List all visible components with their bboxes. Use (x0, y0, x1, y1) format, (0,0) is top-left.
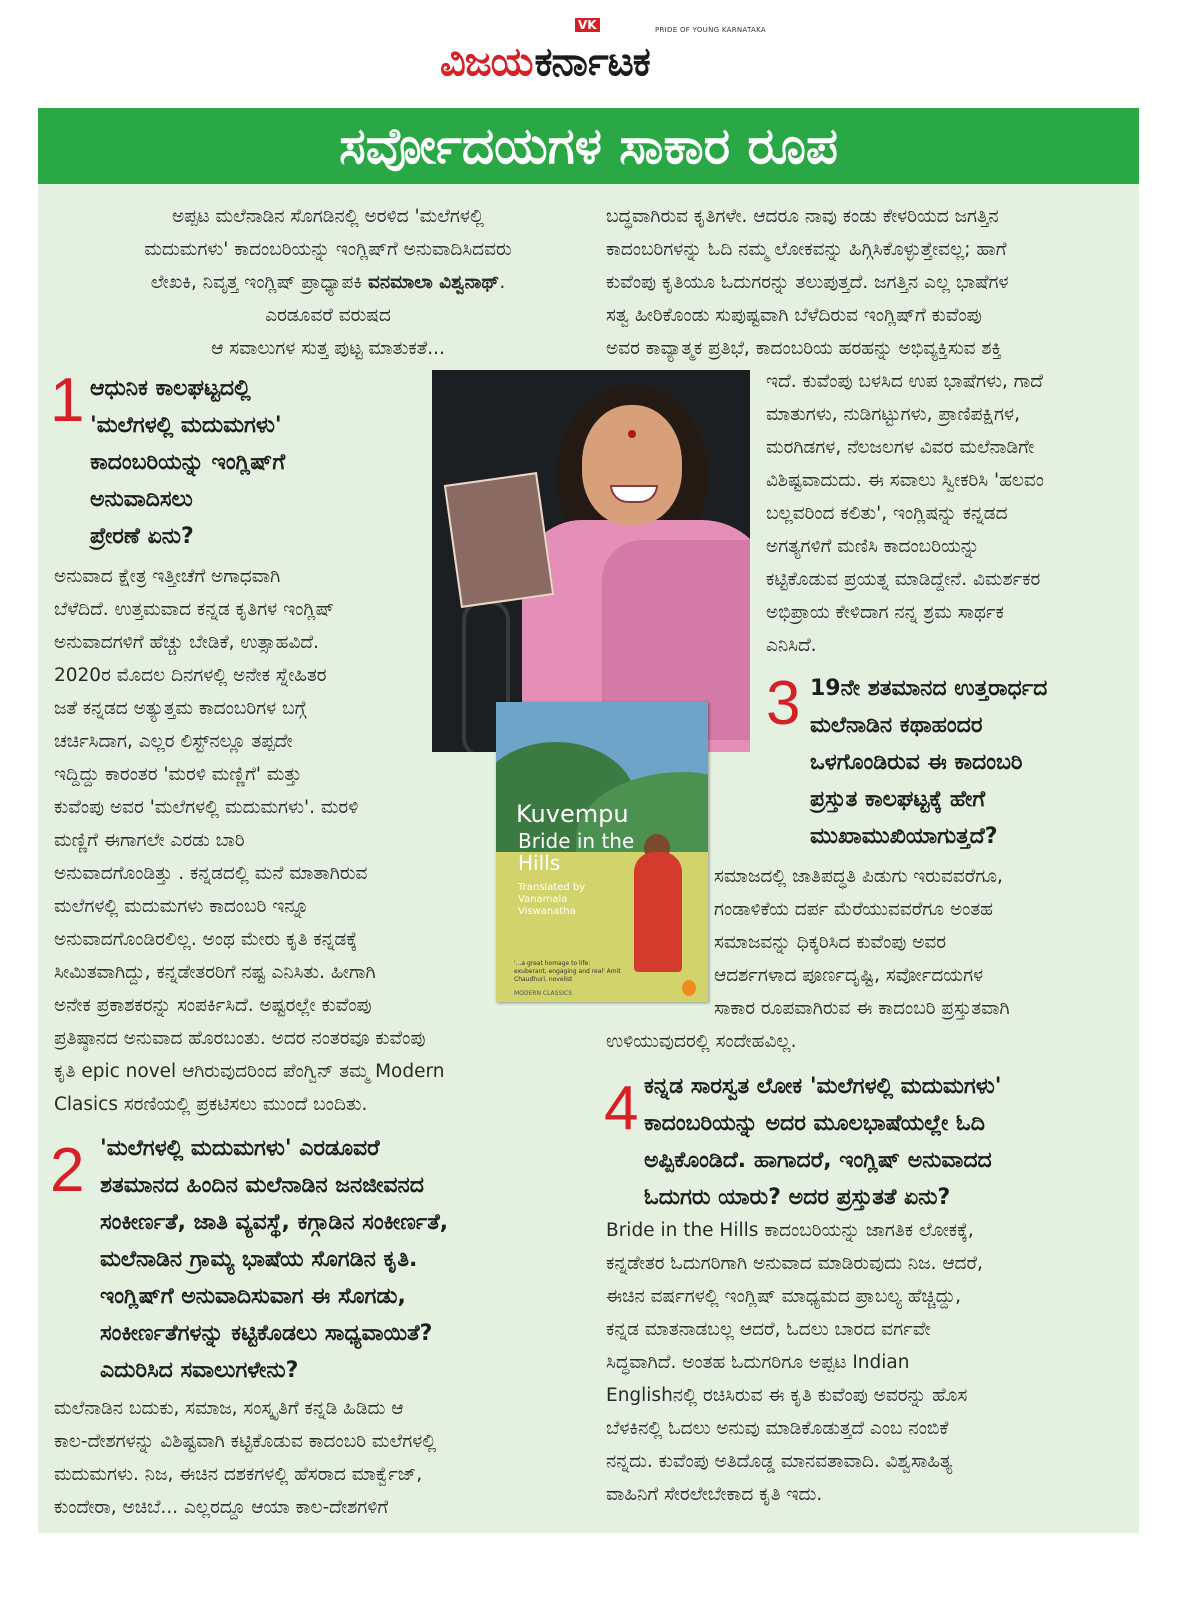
answer-line: ಸಮಾಜವನ್ನು ಧಿಕ್ಕರಿಸಿದ ಕುವೆಂಪು ಅವರ (714, 932, 947, 953)
answer-line: Bride in the Hills ಕಾದಂಬರಿಯನ್ನು ಜಾಗತಿಕ ಲೋಕಕ್ಕೆ, (606, 1220, 974, 1241)
question-line: ಕನ್ನಡ ಸಾರಸ್ವತ ಲೋಕ 'ಮಲೆಗಳಲ್ಲಿ ಮದುಮಗಳು' (644, 1074, 1002, 1099)
question-line: 'ಮಲೆಗಳಲ್ಲಿ ಮದುಮಗಳು' ಎರಡೂವರೆ (100, 1136, 380, 1161)
answer-line: ಮರಗಿಡಗಳ, ನೆಲಜಲಗಳ ವಿವರ ಮಲೆನಾಡಿಗೇ (766, 437, 1035, 458)
answer-line: ಕಾದಂಬರಿಗಳನ್ನು ಓದಿ ನಮ್ಮ ಲೋಕವನ್ನು ಹಿಗ್ಗಿಸಿಕೊಳ್ಳುತ್ತೇವಲ್ಲ; ಹಾಗೆ (606, 239, 1007, 260)
question-line: ಇಂಗ್ಲಿಷ್‌ಗೆ ಅನುವಾದಿಸುವಾಗ ಈ ಸೊಗಡು, (100, 1284, 406, 1309)
intro-text: ಲೇಖಕಿ, ನಿವೃತ್ತ ಇಂಗ್ಲಿಷ್ ಪ್ರಾಧ್ಯಾಪಕಿ (150, 272, 368, 293)
answer-line: ಕುಂದೇರಾ, ಅಚಿಬೆ... ಎಲ್ಲರದ್ದೂ ಆಯಾ ಕಾಲ-ದೇಶಗಳಿಗೆ (54, 1497, 389, 1518)
answer-line: 2020ರ ಮೊದಲ ದಿನಗಳಲ್ಲಿ ಅನೇಕ ಸ್ನೇಹಿತರ (54, 665, 327, 686)
answer-line: ನನ್ನದು. ಕುವೆಂಪು ಅತಿದೊಡ್ಡ ಮಾನವತಾವಾದಿ. ವಿಶ್ವಸಾಹಿತ್ಯ (606, 1451, 953, 1472)
answer-line: ಸತ್ವ ಹೀರಿಕೊಂಡು ಸುಪುಷ್ಟವಾಗಿ ಬೆಳೆದಿರುವ ಇಂಗ್ಲಿಷ್‌ಗೆ ಕುವೆಂಪು (606, 305, 982, 326)
answer-line: ಮಲೆನಾಡಿನ ಬದುಕು, ಸಮಾಜ, ಸಂಸ್ಕೃತಿಗೆ ಕನ್ನಡಿ ಹಿಡಿದು ಆ (54, 1398, 404, 1419)
question-line: 19ನೇ ಶತಮಾನದ ಉತ್ತರಾರ್ಧದ (810, 676, 1048, 701)
intro-line: ಅಪ್ಪಟ ಮಲೆನಾಡಿನ ಸೊಗಡಿನಲ್ಲಿ ಅರಳಿದ 'ಮಲೆಗಳಲ್ಲಿ (172, 206, 484, 227)
intro-text: . (499, 272, 506, 293)
question-line: ಪ್ರೇರಣೆ ಏನು? (90, 524, 194, 549)
cover-blurb: '...a great homage to life: exuberant, engaging and real' Amit Chaudhuri, novelist (514, 960, 621, 983)
masthead (0, 10, 1201, 85)
answer-line: ಬೆಳೆದಿದೆ. ಉತ್ತಮವಾದ ಕನ್ನಡ ಕೃತಿಗಳ ಇಂಗ್ಲಿಷ್ (54, 599, 335, 620)
intro-line (58, 266, 598, 299)
question-line: ಪ್ರಸ್ತುತ ಕಾಲಘಟ್ಟಕ್ಕೆ ಹೇಗೆ (810, 787, 986, 812)
cover-translator: Translated by Vanamala Viswanatha (518, 882, 586, 917)
vk-badge: VK (575, 18, 600, 32)
answer-line: ಕಾಲ-ದೇಶಗಳನ್ನು ವಿಶಿಷ್ಟವಾಗಿ ಕಟ್ಟಿಕೊಡುವ ಕಾದಂಬರಿ ಮಲೆಗಳಲ್ಲಿ (54, 1431, 437, 1452)
logo-word-vijaya: ವಿಜಯ (440, 39, 533, 85)
answer-line: ಅಗತ್ಯಗಳಿಗೆ ಮಣಿಸಿ ಕಾದಂಬರಿಯನ್ನು (766, 536, 980, 557)
answer-line: ಪ್ರತಿಷ್ಠಾನದ ಅನುವಾದ ಹೊರಬಂತು. ಅದರ ನಂತರವೂ ಕುವೆಂಪು (54, 1028, 426, 1049)
question-line: ಕಾದಂಬರಿಯನ್ನು ಇಂಗ್ಲಿಷ್‌ಗೆ (90, 450, 286, 475)
answer-line: ಎನಿಸಿದೆ. (766, 635, 817, 656)
answer-line: ಜತೆ ಕನ್ನಡದ ಅತ್ಯುತ್ತಮ ಕಾದಂಬರಿಗಳ ಬಗ್ಗೆ (54, 698, 307, 719)
answer-line: ಮಣ್ಣಿಗೆ ಈಗಾಗಲೇ ಎರಡು ಬಾರಿ (54, 830, 245, 851)
answer-line: ಅವರ ಕಾವ್ಯಾತ್ಮಕ ಪ್ರತಿಭೆ, ಕಾದಂಬರಿಯ ಹರಹನ್ನು ಅಭಿವ್ಯಕ್ತಿಸುವ ಶಕ್ತಿ (606, 338, 1002, 359)
answer-line: ಕೃತಿ epic novel ಆಗಿರುವುದರಿಂದ ಪೆಂಗ್ವಿನ್ ತಮ್ಮ Modern (54, 1061, 445, 1082)
answer-line: Englishನಲ್ಲಿ ರಚಿಸಿರುವ ಈ ಕೃತಿ ಕುವೆಂಪು ಅವರನ್ನು ಹೊಸ (606, 1385, 968, 1406)
answer-line: ಆದರ್ಶಗಳಾದ ಪೂರ್ಣದೃಷ್ಟಿ, ಸರ್ವೋದಯಗಳ (714, 965, 984, 986)
answer-line: ಚರ್ಚಿಸಿದಾಗ, ಎಲ್ಲರ ಲಿಸ್ಟ್‌ನಲ್ಲೂ ತಪ್ಪದೇ (54, 731, 293, 752)
cover-title: Bride in the Hills (518, 829, 635, 875)
question-line: ಮಲೆನಾಡಿನ ಕಥಾಹಂದರ (810, 713, 983, 738)
answer-line: ಸಿದ್ಧವಾಗಿದೆ. ಅಂತಹ ಓದುಗರಿಗೂ ಅಪ್ಪಟ Indian (606, 1352, 910, 1373)
author-name: ವನಮಾಲಾ ವಿಶ್ವನಾಥ್ (367, 272, 500, 293)
answer-line: ಗಂಡಾಳಿಕೆಯ ದರ್ಪ ಮೆರೆಯುವವರೆಗೂ ಅಂತಹ (714, 899, 993, 920)
answer-line: ಈಚಿನ ವರ್ಷಗಳಲ್ಲಿ ಇಂಗ್ಲಿಷ್ ಮಾಧ್ಯಮದ ಪ್ರಾಬಲ್ಯ ಹೆಚ್ಚಿದ್ದು, (606, 1286, 962, 1307)
intro-line: ಆ ಸವಾಲುಗಳ ಸುತ್ತ ಪುಟ್ಟ ಮಾತುಕತೆ... (211, 338, 445, 359)
question-line: 'ಮಲೆಗಳಲ್ಲಿ ಮದುಮಗಳು' (90, 413, 282, 438)
photo-face (582, 405, 682, 525)
penguin-logo-icon (682, 980, 696, 996)
question-2 (100, 1130, 600, 1389)
logo-word-karnataka: ಕರ್ನಾಟಕ (534, 39, 650, 85)
article-headline: ಸರ್ವೋದಯಗಳ ಸಾಕಾರ ರೂಪ (339, 117, 838, 175)
intro-block (58, 200, 598, 365)
answer-line: ಉಳಿಯುವುದರಲ್ಲಿ ಸಂದೇಹವಿಲ್ಲ. (606, 1031, 797, 1052)
question-line: ಅನುವಾದಿಸಲು (90, 487, 193, 512)
answer-line: ಇದೆ. ಕುವೆಂಪು ಬಳಸಿದ ಉಪ ಭಾಷೆಗಳು, ಗಾದೆ (766, 371, 1043, 392)
question-number-3: 3 (766, 669, 801, 738)
photo-book (444, 472, 554, 608)
answer-line: ವಾಹಿನಿಗೆ ಸೇರಲೇಬೇಕಾದ ಕೃತಿ ಇದು. (606, 1484, 823, 1505)
question-number-2: 2 (50, 1136, 85, 1205)
answer-2-side (766, 365, 1126, 662)
answer-line: ಬಲ್ಲವರಿಂದ ಕಲಿತು', ಇಂಗ್ಲಿಷನ್ನು ಕನ್ನಡದ (766, 503, 1008, 524)
answer-line: ಬೆಳಕಿನಲ್ಲಿ ಓದಲು ಅನುವು ಮಾಡಿಕೊಡುತ್ತದೆ ಎಂಬ ನಂಬಿಕೆ (606, 1418, 949, 1439)
question-number-4: 4 (604, 1074, 639, 1143)
answer-2-continued (606, 200, 1126, 365)
answer-line: ಸಮಾಜದಲ್ಲಿ ಜಾತಿಪದ್ಧತಿ ಪಿಡುಗು ಇರುವವರೆಗೂ, (714, 866, 1003, 887)
cover-author: Kuvempu (516, 800, 629, 828)
book-cover (496, 702, 708, 1002)
answer-2 (54, 1392, 574, 1524)
headline-bar (38, 108, 1139, 184)
question-line: ಆಧುನಿಕ ಕಾಲಘಟ್ಟದಲ್ಲಿ (90, 376, 251, 401)
newspaper-logo (440, 22, 650, 85)
intro-line: ಎರಡೂವರೆ ವರುಷದ (265, 305, 391, 326)
question-line: ಶತಮಾನದ ಹಿಂದಿನ ಮಲೆನಾಡಿನ ಜನಜೀವನದ (100, 1173, 424, 1198)
answer-line: ಅನುವಾದಗಳಿಗೆ ಹೆಚ್ಚು ಬೇಡಿಕೆ, ಉತ್ಸಾಹವಿದೆ. (54, 632, 319, 653)
masthead-tagline: PRIDE OF YOUNG KARNATAKA (655, 26, 766, 34)
question-4 (644, 1068, 1134, 1216)
answer-3 (714, 860, 1126, 1025)
answer-line: ಮಾತುಗಳು, ನುಡಿಗಟ್ಟುಗಳು, ಪ್ರಾಣಿಪಕ್ಷಿಗಳ, (766, 404, 1020, 425)
answer-line: ವಿಶಿಷ್ಟವಾದುದು. ಈ ಸವಾಲು ಸ್ವೀಕರಿಸಿ 'ಹಲವಂ (766, 470, 1044, 491)
answer-line: ಕಟ್ಟಿಕೊಡುವ ಪ್ರಯತ್ನ ಮಾಡಿದ್ದೇನೆ. ವಿಮರ್ಶಕರ (766, 569, 1041, 590)
question-line: ಒಳಗೊಂಡಿರುವ ಈ ಕಾದಂಬರಿ (810, 750, 1023, 775)
cover-series: MODERN CLASSICS (514, 990, 573, 997)
answer-line: ಕನ್ನಡ ಮಾತನಾಡಬಲ್ಲ ಆದರೆ, ಓದಲು ಬಾರದ ವರ್ಗವೇ (606, 1319, 931, 1340)
answer-line: ಅನುವಾದಗೊಂಡಿರಲಿಲ್ಲ. ಅಂಥ ಮೇರು ಕೃತಿ ಕನ್ನಡಕ್ಕೆ (54, 929, 358, 950)
answer-line: ಕುವೆಂಪು ಕೃತಿಯೂ ಓದುಗರನ್ನು ತಲುಪುತ್ತದೆ. ಜಗತ್ತಿನ ಎಲ್ಲ ಭಾಷೆಗಳ (606, 272, 1009, 293)
answer-line: Clasics ಸರಣಿಯಲ್ಲಿ ಪ್ರಕಟಿಸಲು ಮುಂದೆ ಬಂದಿತು. (54, 1094, 368, 1115)
question-number-1: 1 (50, 366, 85, 435)
cover-figure (634, 852, 682, 972)
question-3 (810, 670, 1130, 855)
question-line: ಅಪ್ಪಿಕೊಂಡಿದೆ. ಹಾಗಾದರೆ, ಇಂಗ್ಲಿಷ್ ಅನುವಾದದ (644, 1148, 992, 1173)
answer-line: ಕನ್ನಡೇತರ ಓದುಗರಿಗಾಗಿ ಅನುವಾದ ಮಾಡಿರುವುದು ನಿಜ. ಆದರೆ, (606, 1253, 983, 1274)
answer-line: ಅಭಿಪ್ರಾಯ ಕೇಳಿದಾಗ ನನ್ನ ಶ್ರಮ ಸಾರ್ಥಕ (766, 602, 1004, 623)
intro-line: ಮದುಮಗಳು' ಕಾದಂಬರಿಯನ್ನು ಇಂಗ್ಲಿಷ್‌ಗೆ ಅನುವಾದಿಸಿದವರು (144, 239, 512, 260)
answer-line: ಮಲೆಗಳಲ್ಲಿ ಮದುಮಗಳು ಕಾದಂಬರಿ ಇನ್ನೂ (54, 896, 309, 917)
answer-line: ಮದುಮಗಳು. ನಿಜ, ಈಚಿನ ದಶಕಗಳಲ್ಲಿ ಹೆಸರಾದ ಮಾರ್ಕ್ವೆಜ್, (54, 1464, 423, 1485)
answer-line: ಕುವೆಂಪು ಅವರ 'ಮಲೆಗಳಲ್ಲಿ ಮದುಮಗಳು'. ಮರಳಿ (54, 797, 359, 818)
author-photo (432, 370, 750, 752)
question-line: ಮುಖಾಮುಖಿಯಾಗುತ್ತದೆ? (810, 824, 998, 849)
question-line: ಮಲೆನಾಡಿನ ಗ್ರಾಮ್ಯ ಭಾಷೆಯ ಸೊಗಡಿನ ಕೃತಿ. (100, 1247, 418, 1272)
answer-line: ಇದ್ದಿದ್ದು ಕಾರಂತರ 'ಮರಳಿ ಮಣ್ಣಿಗೆ' ಮತ್ತು (54, 764, 302, 785)
question-line: ಸಂಕೀರ್ಣತೆಗಳನ್ನು ಕಟ್ಟಿಕೊಡಲು ಸಾಧ್ಯವಾಯಿತೆ? (100, 1321, 433, 1346)
answer-4 (606, 1214, 1126, 1511)
answer-line: ಬದ್ಧವಾಗಿರುವ ಕೃತಿಗಳೇ. ಆದರೂ ನಾವು ಕಂಡು ಕೇಳರಿಯದ ಜಗತ್ತಿನ (606, 206, 999, 227)
question-line: ಸಂಕೀರ್ಣತೆ, ಜಾತಿ ವ್ಯವಸ್ಥೆ, ಕಗ್ಗಾಡಿನ ಸಂಕೀರ್ಣತೆ, (100, 1210, 449, 1235)
answer-line: ಸೀಮಿತವಾಗಿದ್ದು, ಕನ್ನಡೇತರರಿಗೆ ನಷ್ಟ ಎನಿಸಿತು. ಹೀಗಾಗಿ (54, 962, 376, 983)
question-line: ಎದುರಿಸಿದ ಸವಾಲುಗಳೇನು? (100, 1358, 299, 1383)
answer-line: ಅನುವಾದ ಕ್ಷೇತ್ರ ಇತ್ತೀಚೆಗೆ ಅಗಾಧವಾಗಿ (54, 566, 281, 587)
answer-line: ಅನುವಾದಗೊಂಡಿತ್ತು . ಕನ್ನಡದಲ್ಲಿ ಮನೆ ಮಾತಾಗಿರುವ (54, 863, 368, 884)
answer-line: ಅನೇಕ ಪ್ರಕಾಶಕರನ್ನು ಸಂಪರ್ಕಿಸಿದೆ. ಅಷ್ಟರಲ್ಲೇ ಕುವೆಂಪು (54, 995, 372, 1016)
photo-bindi (628, 430, 636, 438)
answer-3-tail (606, 1025, 1126, 1058)
answer-line: ಸಾಕಾರ ರೂಪವಾಗಿರುವ ಈ ಕಾದಂಬರಿ ಪ್ರಸ್ತುತವಾಗಿ (714, 998, 1010, 1019)
question-line: ಕಾದಂಬರಿಯನ್ನು ಅದರ ಮೂಲಭಾಷೆಯಲ್ಲೇ ಓದಿ (644, 1111, 986, 1136)
question-1 (90, 370, 430, 555)
question-line: ಓದುಗರು ಯಾರು? ಅದರ ಪ್ರಸ್ತುತತೆ ಏನು? (644, 1185, 951, 1210)
